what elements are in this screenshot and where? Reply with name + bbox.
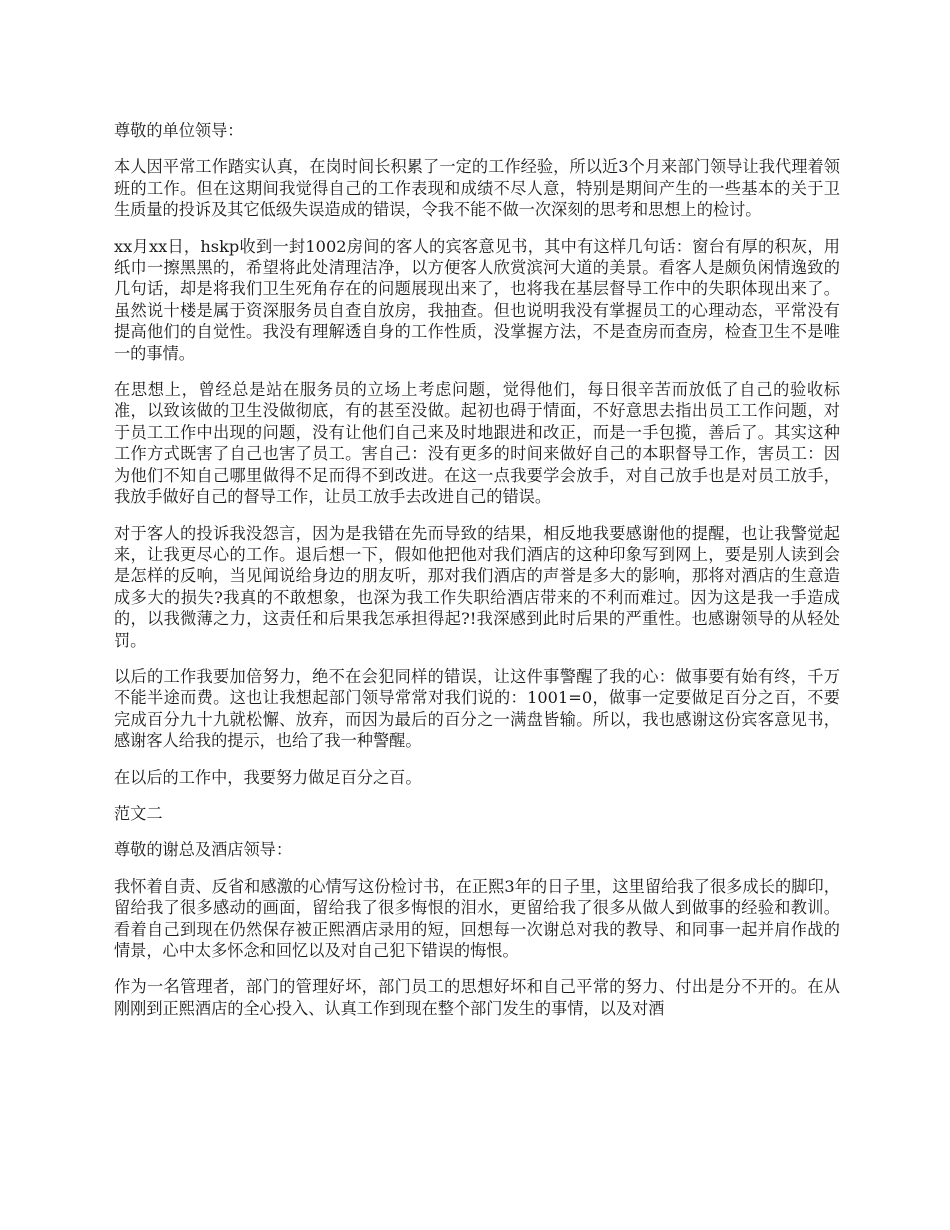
body-paragraph: 在思想上，曾经总是站在服务员的立场上考虑问题，觉得他们，每日很辛苦而放低了自己的验收标准，以致该做的卫生没做彻底，有的甚至没做。起初也碍于情面，不好意思去指出员工工作问题，对于员工工作中出现的问题，没有让他们自己来及时地跟进和改正，而是一手包揽，善后了。其实这种工作方式既害了自己也害了员工。害自己：没有更多的时间来做好自己的本职督导工作，害员工：因为他们不知自己哪里做得不足而得不到改进。在这一点我要学会放手，对自己放手也是对员工放手，我放手做好自己的督导工作，让员工放手去改进自己的错误。 [114, 380, 840, 507]
body-paragraph: xx月xx日，hskp收到一封1002房间的客人的宾客意见书，其中有这样几句话：窗台有厚的积灰，用纸巾一擦黑黑的，希望将此处清理洁净，以方便客人欣赏滨河大道的美景。看客人是颇负闲情逸致的几句话，却是将我们卫生死角存在的问题展现出来了，也将我在基层督导工作中的失职体现出来了。虽然说十楼是属于资深服务员自查自放房，我抽查。但也说明我没有掌握员工的心理动态，平常没有提高他们的自觉性。我没有理解透自身的工作性质，没掌握方法，不是查房而查房，检查卫生不是唯一的事情。 [114, 236, 840, 363]
salutation: 尊敬的单位领导： [114, 121, 244, 140]
salutation: 尊敬的谢总及酒店领导： [114, 840, 293, 860]
section-heading: 范文二 [114, 803, 163, 823]
body-paragraph: 我怀着自责、反省和感激的心情写这份检讨书，在正熙3年的日子里，这里留给我了很多成长的脚印，留给我了很多感动的画面，留给我了很多悔恨的泪水，更留给我了很多从做人到做事的经验和教训。看着自己到现在仍然保存被正熙酒店录用的短，回想每一次谢总对我的教导、和同事一起并肩作战的情景，心中太多怀念和回忆以及对自己犯下错误的悔恨。 [114, 876, 840, 960]
body-paragraph: 本人因平常工作踏实认真，在岗时间长积累了一定的工作经验，所以近3个月来部门领导让我代理着领班的工作。但在这期间我觉得自己的工作表现和成绩不尽人意，特别是期间产生的一些基本的关于卫生质量的投诉及其它低级失误造成的错误，令我不能不做一次深刻的思考和思想上的检讨。 [114, 157, 840, 220]
document-page [114, 120, 840, 1034]
body-paragraph: 作为一名管理者，部门的管理好坏，部门员工的思想好坏和自己平常的努力、付出是分不开的。在从刚刚到正熙酒店的全心投入、认真工作到现在整个部门发生的事情，以及对酒 [114, 977, 840, 1018]
body-paragraph: 对于客人的投诉我没怨言，因为是我错在先而导致的结果，相反地我要感谢他的提醒，也让我警觉起来，让我更尽心的工作。退后想一下，假如他把他对我们酒店的这种印象写到网上，要是别人读到会是怎样的反响，当见闻说给身边的朋友听，那对我们酒店的声誉是多大的影响，那将对酒店的生意造成多大的损失?我真的不敢想象，也深为我工作失职给酒店带来的不利而难过。因为这是我一手造成的，以我微薄之力，这责任和后果我怎承担得起?!我深感到此时后果的严重性。也感谢领导的从轻处罚。 [114, 523, 840, 650]
body-paragraph: 在以后的工作中，我要努力做足百分之百。 [114, 767, 422, 787]
body-paragraph: 以后的工作我要加倍努力，绝不在会犯同样的错误，让这件事警醒了我的心：做事要有始有终，千万不能半途而费。这也让我想起部门领导常常对我们说的：1001=0，做事一定要做足百分之百，不要完成百分九十九就松懈、放弃，而因为最后的百分之一满盘皆输。所以，我也感谢这份宾客意见书，感谢客人给我的提示，也给了我一种警醒。 [114, 666, 840, 751]
